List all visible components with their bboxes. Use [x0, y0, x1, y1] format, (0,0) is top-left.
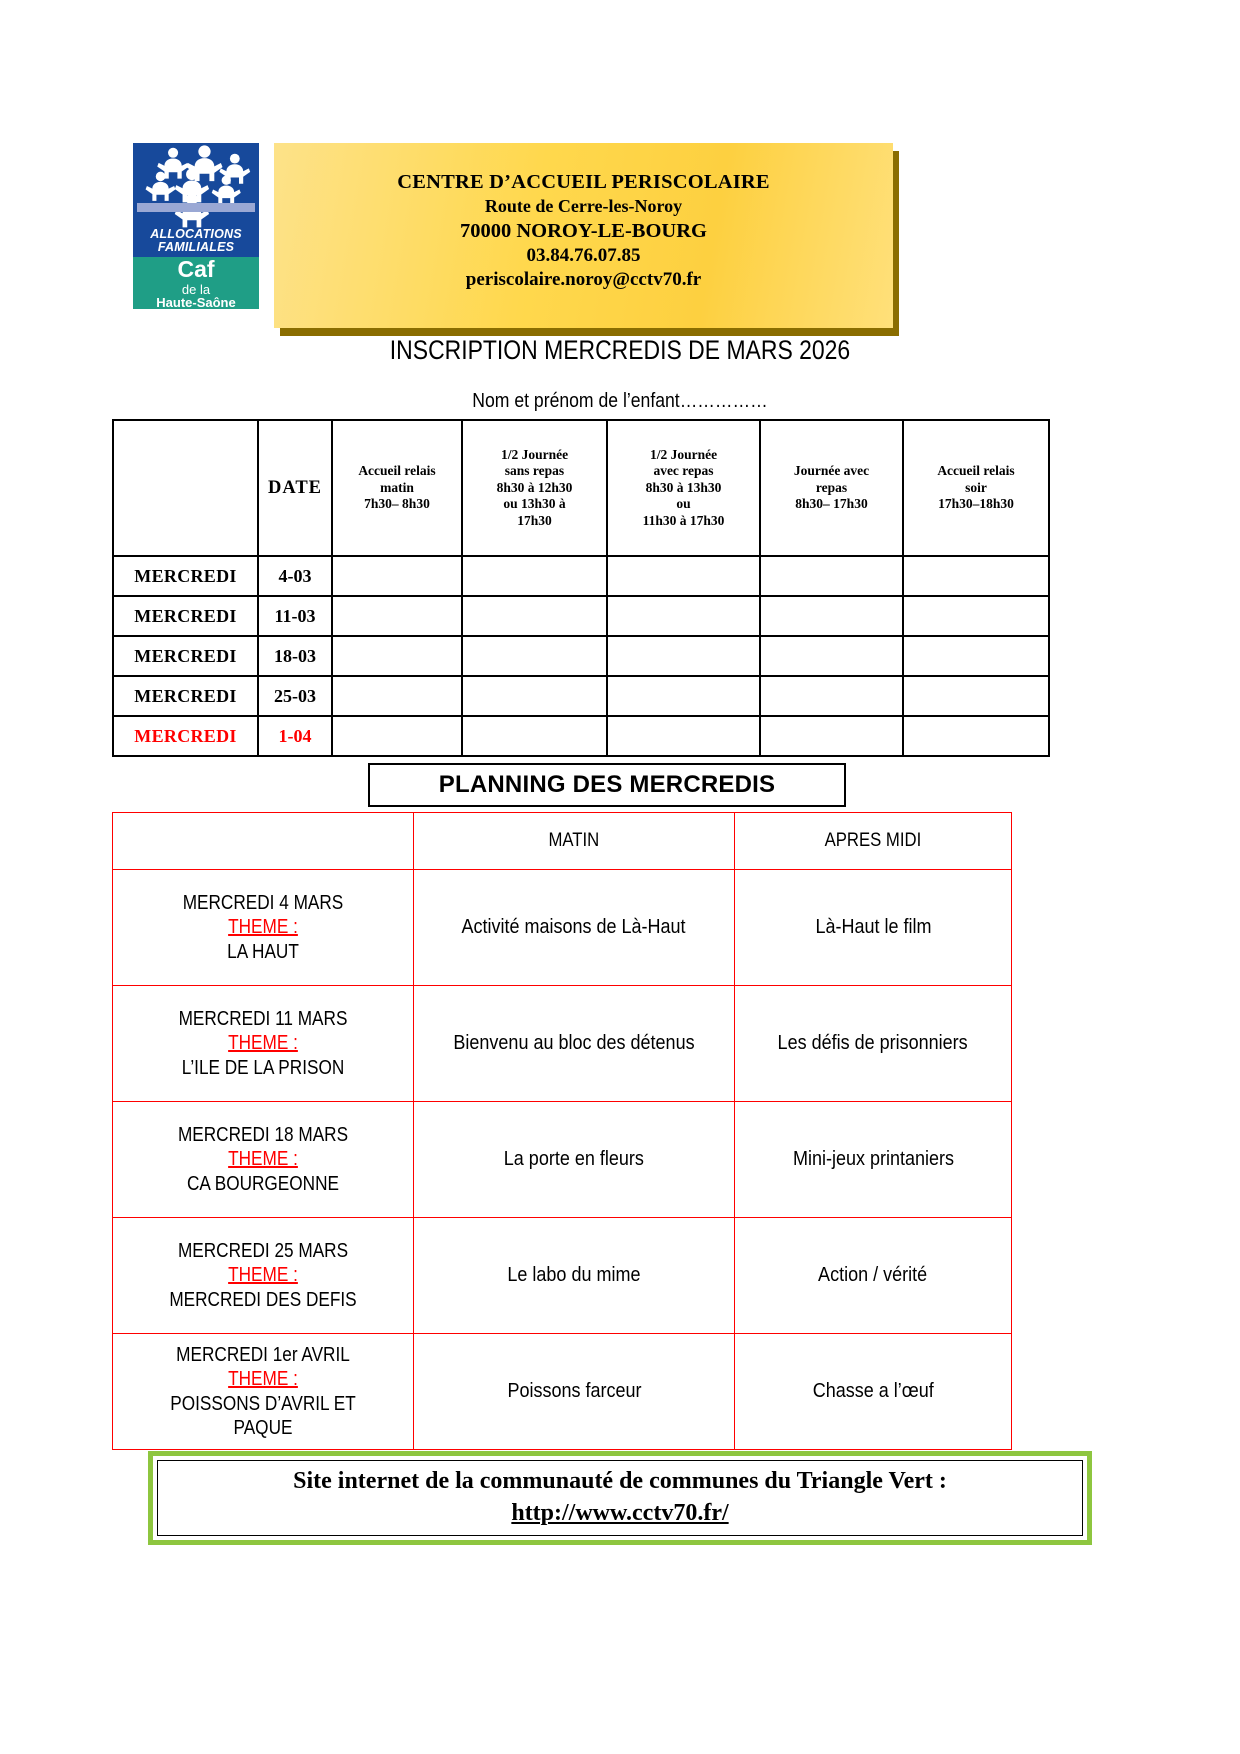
planning-theme-value: MERCREDI DES DEFIS: [169, 1288, 357, 1311]
planning-theme-value: LA HAUT: [227, 940, 299, 963]
planning-theme-label: THEME :: [228, 1032, 298, 1055]
footer-box: [148, 1451, 1092, 1545]
hdr-line: 11h30 à 17h30: [642, 512, 725, 528]
planning-date: MERCREDI 25 MARS: [177, 1239, 349, 1262]
caf-logo-text-department: Haute-Saône: [156, 295, 236, 309]
planning-table: [112, 812, 1012, 1450]
checkbox-cell-journee-repas[interactable]: [760, 676, 903, 716]
row-date: 18-03: [258, 636, 332, 676]
planning-theme-value: CA BOURGEONNE: [187, 1172, 339, 1195]
header-accueil-relais-soir: [903, 420, 1049, 556]
planning-row: [113, 1334, 1012, 1450]
planning-apresmidi-text: Mini-jeux printaniers: [792, 1148, 954, 1170]
planning-matin-activity: [414, 870, 735, 986]
caf-logo-accent-bar: [137, 203, 255, 212]
planning-apresmidi-text: Les défis de prisonniers: [777, 1032, 969, 1054]
checkbox-cell-demi-avec-repas[interactable]: [607, 676, 760, 716]
planning-header-matin-text: MATIN: [548, 830, 600, 851]
planning-table-wrapper: [112, 812, 1008, 1450]
planning-apresmidi-text: Là-Haut le film: [814, 916, 932, 938]
hdr-line: repas: [815, 479, 848, 495]
header-accueil-relais-matin: [332, 420, 462, 556]
checkbox-cell-accueil-soir[interactable]: [903, 556, 1049, 596]
checkbox-cell-accueil-matin[interactable]: [332, 596, 462, 636]
planning-matin-activity: [414, 1334, 735, 1450]
row-date: 1-04: [258, 716, 332, 756]
checkbox-cell-demi-avec-repas[interactable]: [607, 556, 760, 596]
inscription-table-wrapper: [112, 419, 1015, 757]
planning-apresmidi-text: Chasse a l’œuf: [812, 1380, 934, 1402]
planning-matin-text: Poissons farceur: [506, 1380, 642, 1402]
center-city: 70000 NOROY-LE-BOURG: [460, 219, 707, 242]
caf-logo-text-familiales: FAMILIALES: [157, 240, 235, 254]
planning-row: [113, 870, 1012, 986]
row-day-label: MERCREDI: [113, 676, 258, 716]
header-date: DATE: [258, 420, 332, 556]
hdr-line: sans repas: [504, 463, 565, 479]
planning-matin-text: Le labo du mime: [507, 1264, 641, 1286]
planning-table-header-row: [113, 813, 1012, 870]
center-email: periscolaire.noroy@cctv70.fr: [465, 269, 702, 291]
planning-matin-activity: [414, 986, 735, 1102]
table-row: [113, 596, 1049, 636]
planning-matin-text: Activité maisons de Là-Haut: [461, 916, 687, 938]
hdr-line: 1/2 Journée: [649, 446, 718, 462]
caf-logo-blue-panel: [133, 143, 259, 257]
planning-row: [113, 986, 1012, 1102]
planning-theme-cell: [113, 1218, 414, 1334]
planning-theme-label: THEME :: [228, 1264, 298, 1287]
header-contact-box: [274, 143, 893, 328]
checkbox-cell-journee-repas[interactable]: [760, 716, 903, 756]
hdr-line: avec repas: [653, 463, 714, 479]
planning-theme-value: L’ILE DE LA PRISON: [181, 1056, 345, 1079]
table-row: [113, 716, 1049, 756]
hdr-line: soir: [965, 479, 987, 495]
checkbox-cell-accueil-matin[interactable]: [332, 676, 462, 716]
caf-logo-text-caf: Caf: [177, 257, 215, 282]
header-journee-avec-repas: [760, 420, 903, 556]
planning-date: MERCREDI 18 MARS: [177, 1123, 349, 1146]
planning-theme-cell: [113, 1334, 414, 1450]
hdr-line: ou 13h30 à: [503, 496, 566, 512]
planning-apresmidi-text: Action / vérité: [818, 1264, 928, 1286]
hdr-line: 17h30–18h30: [938, 496, 1014, 512]
inscription-table: [112, 419, 1050, 757]
planning-row: [113, 1102, 1012, 1218]
table-row: [113, 556, 1049, 596]
footer-site-url[interactable]: http://www.cctv70.fr/: [511, 1500, 729, 1526]
hdr-line: ou: [676, 496, 691, 512]
row-date: 25-03: [258, 676, 332, 716]
planning-theme-value-2: PAQUE: [233, 1416, 293, 1439]
family-people-icon: [133, 143, 259, 233]
table-row: [113, 676, 1049, 716]
planning-matin-text: Bienvenu au bloc des détenus: [453, 1032, 695, 1054]
checkbox-cell-accueil-soir[interactable]: [903, 676, 1049, 716]
planning-date: MERCREDI 1er AVRIL: [176, 1343, 350, 1366]
table-row: [113, 636, 1049, 676]
caf-logo-text-dela: de la: [181, 282, 211, 297]
planning-theme-value: POISSONS D’AVRIL ET: [170, 1392, 356, 1415]
checkbox-cell-demi-avec-repas[interactable]: [607, 716, 760, 756]
hdr-line: 8h30 à 13h30: [645, 479, 722, 495]
row-date: 4-03: [258, 556, 332, 596]
checkbox-cell-demi-sans-repas[interactable]: [462, 636, 607, 676]
checkbox-cell-demi-sans-repas[interactable]: [462, 556, 607, 596]
hdr-line: Journée avec: [793, 463, 870, 479]
planning-apresmidi-activity: [735, 1218, 1012, 1334]
checkbox-cell-demi-sans-repas[interactable]: [462, 596, 607, 636]
checkbox-cell-demi-sans-repas[interactable]: [462, 716, 607, 756]
planning-theme-label: THEME :: [228, 916, 298, 939]
planning-header-apres-midi-text: APRES MIDI: [824, 830, 922, 851]
hdr-line: 8h30 à 12h30: [496, 479, 573, 495]
checkbox-cell-accueil-matin[interactable]: [332, 716, 462, 756]
hdr-line: 7h30– 8h30: [364, 496, 430, 512]
planning-matin-activity: [414, 1102, 735, 1218]
planning-header-blank: [113, 813, 414, 870]
planning-row: [113, 1218, 1012, 1334]
planning-theme-label: THEME :: [228, 1148, 298, 1171]
checkbox-cell-demi-sans-repas[interactable]: [462, 676, 607, 716]
page-title: INSCRIPTION MERCREDIS DE MARS 2026: [389, 335, 851, 365]
hdr-line: Accueil relais: [358, 463, 436, 479]
checkbox-cell-accueil-soir[interactable]: [903, 716, 1049, 756]
footer-site-label: Site internet de la communauté de communes du Triangle Vert :: [293, 1468, 947, 1495]
center-phone: 03.84.76.07.85: [526, 244, 641, 266]
planning-theme-cell: [113, 1102, 414, 1218]
planning-header-matin: [414, 813, 735, 870]
planning-apresmidi-activity: [735, 1334, 1012, 1450]
document-header: [133, 143, 903, 333]
checkbox-cell-journee-repas[interactable]: [760, 556, 903, 596]
row-day-label: MERCREDI: [113, 596, 258, 636]
planning-date: MERCREDI 4 MARS: [182, 891, 344, 914]
checkbox-cell-accueil-soir[interactable]: [903, 636, 1049, 676]
planning-header-apres-midi: [735, 813, 1012, 870]
planning-apresmidi-activity: [735, 870, 1012, 986]
checkbox-cell-journee-repas[interactable]: [760, 596, 903, 636]
caf-logo: [133, 143, 259, 309]
row-day-label: MERCREDI: [113, 716, 258, 756]
planning-matin-activity: [414, 1218, 735, 1334]
planning-theme-label: THEME :: [228, 1368, 298, 1391]
checkbox-cell-accueil-matin[interactable]: [332, 636, 462, 676]
checkbox-cell-accueil-soir[interactable]: [903, 596, 1049, 636]
caf-logo-text-allocations: ALLOCATIONS: [150, 227, 242, 241]
hdr-line: Accueil relais: [937, 463, 1015, 479]
hdr-line: 17h30: [517, 512, 552, 528]
planning-apresmidi-activity: [735, 986, 1012, 1102]
center-street: Route de Cerre-les-Noroy: [484, 196, 683, 217]
checkbox-cell-demi-avec-repas[interactable]: [607, 636, 760, 676]
planning-theme-cell: [113, 870, 414, 986]
row-day-label: MERCREDI: [113, 556, 258, 596]
hdr-line: matin: [380, 479, 414, 495]
planning-matin-text: La porte en fleurs: [503, 1148, 645, 1170]
hdr-line: 8h30– 17h30: [795, 496, 868, 512]
center-name: CENTRE D’ACCUEIL PERISCOLAIRE: [397, 171, 770, 193]
hdr-line: 1/2 Journée: [500, 446, 569, 462]
caf-logo-teal-panel: [133, 257, 259, 309]
planning-date: MERCREDI 11 MARS: [178, 1007, 348, 1030]
planning-theme-cell: [113, 986, 414, 1102]
header-demi-journee-avec-repas: [607, 420, 760, 556]
inscription-table-header-row: [113, 420, 1049, 556]
checkbox-cell-demi-avec-repas[interactable]: [607, 596, 760, 636]
checkbox-cell-accueil-matin[interactable]: [332, 556, 462, 596]
header-demi-journee-sans-repas: [462, 420, 607, 556]
child-name-field-label: Nom et prénom de l’enfant……………: [472, 390, 768, 412]
row-date: 11-03: [258, 596, 332, 636]
row-day-label: MERCREDI: [113, 636, 258, 676]
checkbox-cell-journee-repas[interactable]: [760, 636, 903, 676]
planning-heading: PLANNING DES MERCREDIS: [368, 763, 846, 807]
planning-apresmidi-activity: [735, 1102, 1012, 1218]
header-blank-cell: [113, 420, 258, 556]
